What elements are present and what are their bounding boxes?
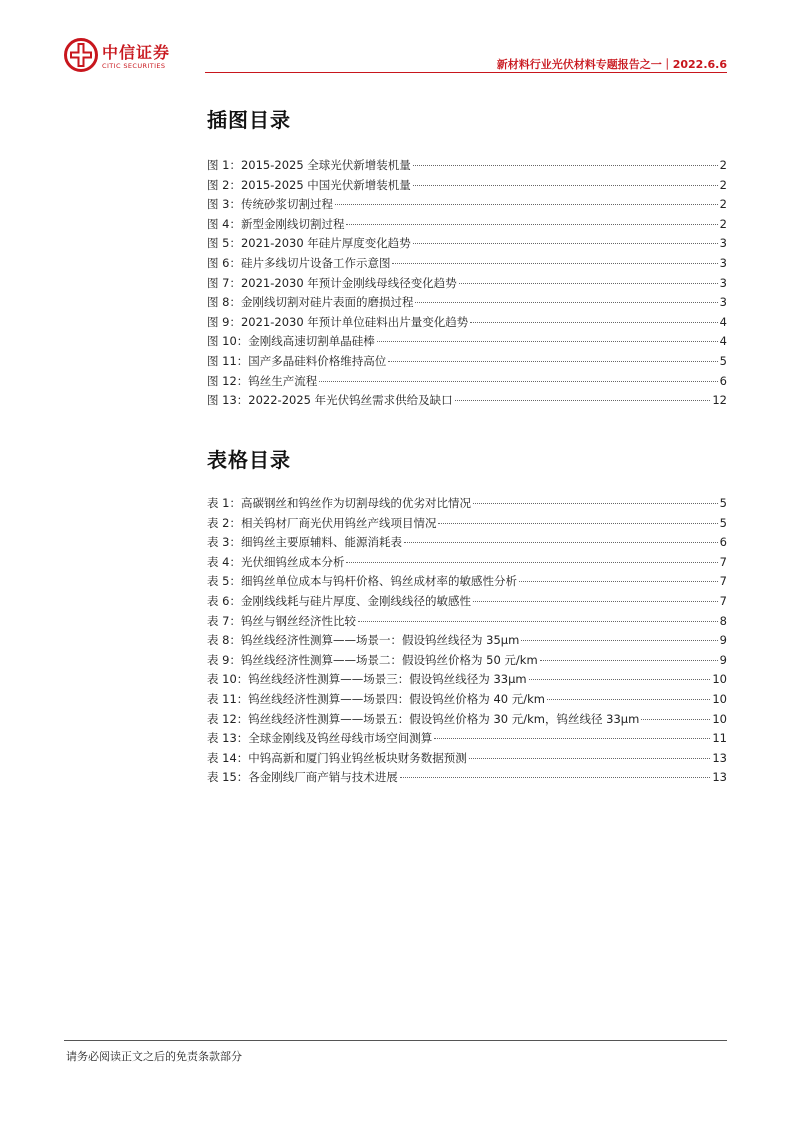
toc-dot-leader <box>547 699 710 700</box>
toc-dot-leader <box>413 185 718 186</box>
toc-dot-leader <box>415 302 717 303</box>
toc-dot-leader <box>455 400 711 401</box>
toc-page-number: 5 <box>719 496 727 510</box>
toc-dot-leader <box>335 204 718 205</box>
toc-dot-leader <box>392 263 717 264</box>
toc-entry-label: 图 12：钨丝生产流程 <box>207 373 318 388</box>
toc-page-number: 3 <box>719 255 727 270</box>
figure-toc-entry[interactable] <box>207 234 727 254</box>
toc-page-number: 13 <box>712 750 727 765</box>
toc-dot-leader <box>438 523 717 524</box>
table-toc-entry[interactable] <box>207 514 727 534</box>
toc-dot-leader <box>641 719 710 720</box>
table-toc-entry[interactable] <box>207 494 727 514</box>
figure-toc-entry[interactable] <box>207 176 727 196</box>
toc-page-number: 2 <box>719 197 727 212</box>
toc-page-number: 10 <box>712 691 727 706</box>
toc-entry-label: 表 6：金刚线线耗与硅片厚度、金刚线线径的敏感性 <box>207 593 471 608</box>
toc-page-number: 2 <box>719 158 727 172</box>
footer-disclaimer: 请务必阅读正文之后的免责条款部分 <box>66 1050 242 1063</box>
table-toc-entry[interactable] <box>207 670 727 690</box>
figure-toc-entry[interactable] <box>207 391 727 411</box>
table-toc-entry[interactable] <box>207 729 727 749</box>
toc-entry-label: 图 13：2022-2025 年光伏钨丝需求供给及缺口 <box>207 393 453 408</box>
toc-dot-leader <box>473 601 718 602</box>
figure-toc-entry[interactable] <box>207 352 727 372</box>
table-toc-entry[interactable] <box>207 592 727 612</box>
toc-entry-label: 表 3：细钨丝主要原辅料、能源消耗表 <box>207 535 402 550</box>
table-toc-entry[interactable] <box>207 612 727 632</box>
toc-entry-label: 图 3：传统砂浆切割过程 <box>207 197 333 212</box>
toc-dot-leader <box>529 679 711 680</box>
toc-page-number: 5 <box>719 353 727 368</box>
toc-page-number: 6 <box>719 535 727 550</box>
toc-entry-label: 表 5：细钨丝单位成本与钨杆价格、钨丝成材率的敏感性分析 <box>207 574 517 589</box>
toc-page-number: 13 <box>712 770 727 785</box>
tables-section-title: 表格目录 <box>207 448 291 472</box>
toc-page-number: 8 <box>719 613 727 628</box>
footer-divider <box>64 1040 727 1041</box>
table-toc-entry[interactable] <box>207 768 727 788</box>
table-toc-entry[interactable] <box>207 631 727 651</box>
toc-dot-leader <box>459 283 718 284</box>
tables-toc-list <box>207 494 727 788</box>
toc-dot-leader <box>319 381 717 382</box>
figure-toc-entry[interactable] <box>207 274 727 294</box>
toc-entry-label: 表 14：中钨高新和厦门钨业钨丝板块财务数据预测 <box>207 750 467 765</box>
toc-entry-label: 表 7：钨丝与钢丝经济性比较 <box>207 613 356 628</box>
toc-page-number: 2 <box>719 216 727 231</box>
citic-logo-icon <box>64 38 98 72</box>
toc-page-number: 7 <box>719 593 727 608</box>
toc-entry-label: 表 4：光伏细钨丝成本分析 <box>207 554 345 569</box>
toc-entry-label: 表 15：各金刚线厂商产销与技术进展 <box>207 770 398 785</box>
table-toc-entry[interactable] <box>207 553 727 573</box>
toc-entry-label: 图 4：新型金刚线切割过程 <box>207 216 345 231</box>
toc-page-number: 9 <box>719 652 727 667</box>
header-divider <box>205 72 727 73</box>
table-toc-entry[interactable] <box>207 749 727 769</box>
table-toc-entry[interactable] <box>207 533 727 553</box>
citic-logo <box>64 38 184 78</box>
toc-page-number: 7 <box>719 554 727 569</box>
toc-page-number: 6 <box>719 373 727 388</box>
figure-toc-entry[interactable] <box>207 215 727 235</box>
toc-dot-leader <box>346 224 717 225</box>
toc-dot-leader <box>540 660 718 661</box>
toc-entry-label: 图 6：硅片多线切片设备工作示意图 <box>207 255 391 270</box>
toc-page-number: 7 <box>719 574 727 589</box>
toc-page-number: 9 <box>719 633 727 648</box>
toc-page-number: 4 <box>719 314 727 329</box>
toc-page-number: 4 <box>719 334 727 349</box>
toc-page-number: 3 <box>719 295 727 310</box>
toc-dot-leader <box>400 777 711 778</box>
logo-chinese-name: 中信证券 <box>102 43 171 62</box>
toc-entry-label: 表 2：相关钨材厂商光伏用钨丝产线项目情况 <box>207 515 437 530</box>
logo-english-name: CITIC SECURITIES <box>102 62 166 70</box>
table-toc-entry[interactable] <box>207 710 727 730</box>
table-toc-entry[interactable] <box>207 651 727 671</box>
table-toc-entry[interactable] <box>207 572 727 592</box>
toc-page-number: 12 <box>712 393 727 408</box>
figure-toc-entry[interactable] <box>207 332 727 352</box>
toc-entry-label: 表 12：钨丝线经济性测算——场景五：假设钨丝价格为 30 元/km，钨丝线径 33μm <box>207 711 640 726</box>
toc-dot-leader <box>434 738 710 739</box>
toc-dot-leader <box>404 542 718 543</box>
toc-dot-leader <box>473 503 718 504</box>
toc-entry-label: 表 11：钨丝线经济性测算——场景四：假设钨丝价格为 40 元/km <box>207 691 545 706</box>
toc-dot-leader <box>521 640 717 641</box>
toc-dot-leader <box>346 562 717 563</box>
toc-dot-leader <box>377 341 718 342</box>
toc-entry-label: 表 8：钨丝线经济性测算——场景一：假设钨丝线径为 35μm <box>207 633 520 648</box>
toc-entry-label: 表 9：钨丝线经济性测算——场景二：假设钨丝价格为 50 元/km <box>207 652 538 667</box>
toc-dot-leader <box>358 621 718 622</box>
toc-page-number: 10 <box>712 672 727 687</box>
toc-entry-label: 表 13：全球金刚线及钨丝母线市场空间测算 <box>207 731 433 746</box>
toc-dot-leader <box>388 361 717 362</box>
toc-page-number: 5 <box>719 515 727 530</box>
toc-entry-label: 表 1：高碳钢丝和钨丝作为切割母线的优劣对比情况 <box>207 496 471 510</box>
toc-entry-label: 图 1：2015-2025 全球光伏新增装机量 <box>207 158 411 172</box>
figure-toc-entry[interactable] <box>207 293 727 313</box>
toc-entry-label: 图 8：金刚线切割对硅片表面的磨损过程 <box>207 295 414 310</box>
toc-page-number: 3 <box>719 275 727 290</box>
figures-section-title: 插图目录 <box>207 108 291 132</box>
toc-dot-leader <box>519 581 718 582</box>
toc-entry-label: 图 10：金刚线高速切割单晶硅棒 <box>207 334 375 349</box>
toc-page-number: 3 <box>719 236 727 251</box>
report-title: 新材料行业光伏材料专题报告之一｜2022.6.6 <box>496 58 727 71</box>
toc-dot-leader <box>413 165 718 166</box>
toc-dot-leader <box>413 243 718 244</box>
figure-toc-entry[interactable] <box>207 254 727 274</box>
figure-toc-entry[interactable] <box>207 372 727 392</box>
figures-toc-list <box>207 156 727 411</box>
toc-entry-label: 图 9：2021-2030 年预计单位硅料出片量变化趋势 <box>207 314 469 329</box>
toc-entry-label: 图 2：2015-2025 中国光伏新增装机量 <box>207 177 411 192</box>
figure-toc-entry[interactable] <box>207 313 727 333</box>
figure-toc-entry[interactable] <box>207 156 727 176</box>
toc-entry-label: 图 11：国产多晶硅料价格维持高位 <box>207 353 387 368</box>
toc-entry-label: 图 7：2021-2030 年预计金刚线母线径变化趋势 <box>207 275 457 290</box>
toc-page-number: 2 <box>719 177 727 192</box>
toc-entry-label: 表 10：钨丝线经济性测算——场景三：假设钨丝线径为 33μm <box>207 672 527 687</box>
figure-toc-entry[interactable] <box>207 195 727 215</box>
toc-dot-leader <box>469 758 711 759</box>
table-toc-entry[interactable] <box>207 690 727 710</box>
toc-dot-leader <box>470 322 717 323</box>
toc-page-number: 11 <box>712 731 727 746</box>
toc-entry-label: 图 5：2021-2030 年硅片厚度变化趋势 <box>207 236 411 251</box>
toc-page-number: 10 <box>712 711 727 726</box>
